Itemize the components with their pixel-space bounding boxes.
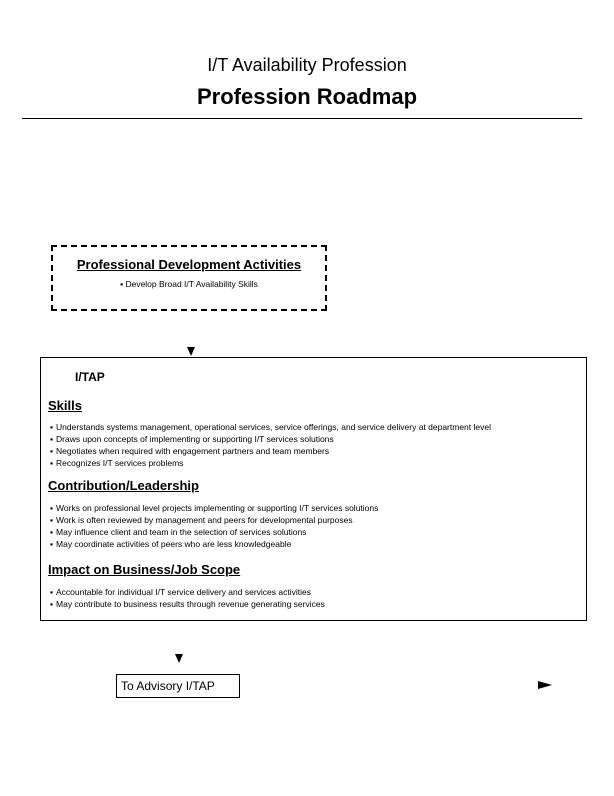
development-activities-box <box>51 245 327 311</box>
contribution-heading: Contribution/Leadership <box>48 478 199 493</box>
arrow-down-icon <box>175 654 183 663</box>
list-item: ▪ Work is often reviewed by management and peers for developmental purposes <box>50 514 585 526</box>
role-name: I/TAP <box>75 370 105 384</box>
list-item: ▪ Draws upon concepts of implementing or supporting I/T services solutions <box>50 433 585 445</box>
list-item: ▪ May influence client and team in the selection of services solutions <box>50 526 585 538</box>
list-item: ▪ Recognizes I/T services problems <box>50 457 585 469</box>
arrow-down-icon <box>187 347 195 356</box>
skills-heading: Skills <box>48 398 82 413</box>
development-activity-item: ▪ Develop Broad I/T Availability Skills <box>120 279 258 289</box>
impact-heading: Impact on Business/Job Scope <box>48 562 241 577</box>
impact-list <box>50 586 585 610</box>
contribution-list <box>50 502 585 550</box>
skills-list <box>50 421 585 469</box>
development-activities-title: Professional Development Activities <box>76 257 302 272</box>
list-item: ▪ Accountable for individual I/T service delivery and services activities <box>50 586 585 598</box>
page-subtitle: I/T Availability Profession <box>207 55 407 75</box>
development-activity-text: Develop Broad I/T Availability Skills <box>125 279 258 289</box>
arrow-right-icon[interactable] <box>538 681 552 689</box>
page-title: Profession Roadmap <box>196 84 418 109</box>
role-box <box>40 357 587 621</box>
list-item: ▪ May coordinate activities of peers who are less knowledgeable <box>50 538 585 550</box>
list-item: ▪ Works on professional level projects implementing or supporting I/T services solutions <box>50 502 585 514</box>
list-item: ▪ Understands systems management, operational services, service offerings, and service delivery at department level <box>50 421 585 433</box>
title-divider <box>22 118 582 119</box>
list-item: ▪ Negotiates when required with engagement partners and team members <box>50 445 585 457</box>
list-item: ▪ May contribute to business results through revenue generating services <box>50 598 585 610</box>
next-step-link[interactable]: To Advisory I/TAP <box>116 674 240 698</box>
